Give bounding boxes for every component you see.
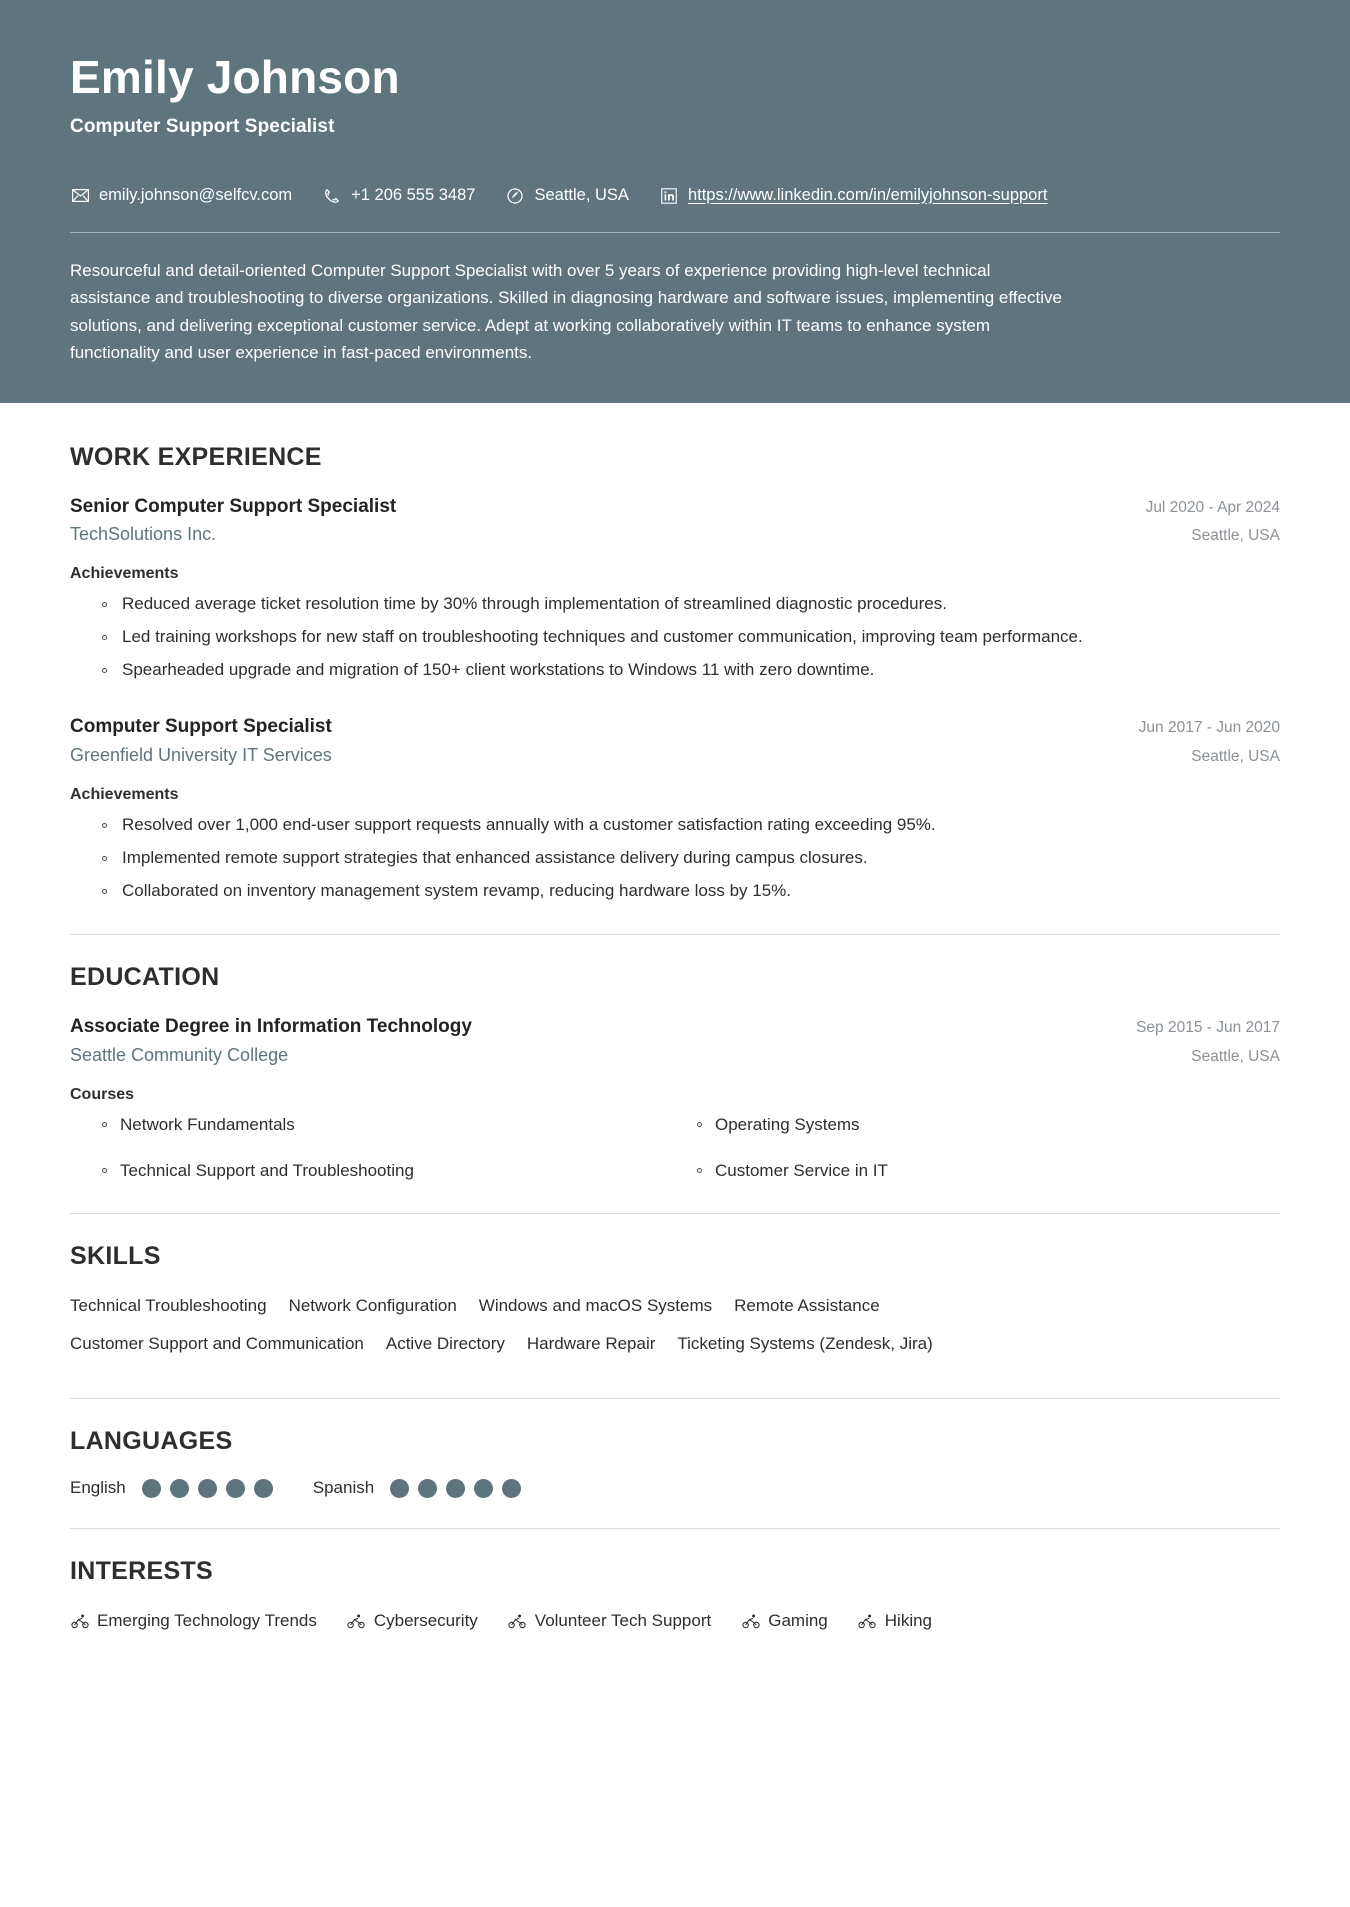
education-date: Sep 2015 - Jun 2017 — [1136, 1019, 1280, 1037]
education-entry-head — [70, 1014, 1280, 1040]
work-entry-date: Jun 2017 - Jun 2020 — [1138, 719, 1280, 737]
job-title: Computer Support Specialist — [70, 115, 335, 137]
section-title-interests: INTERESTS — [70, 1557, 213, 1586]
bicycle-icon — [347, 1612, 367, 1630]
level-dot — [226, 1479, 245, 1498]
achievements-list — [70, 812, 1280, 905]
bicycle-icon — [858, 1612, 878, 1630]
interest-label: Volunteer Tech Support — [534, 1611, 712, 1631]
interest-item — [70, 1608, 317, 1634]
list-item: Network Fundamentals — [120, 1112, 685, 1138]
envelope-icon — [70, 186, 90, 206]
skill-tag: Active Directory — [385, 1333, 505, 1353]
work-entry-location: Seattle, USA — [1191, 527, 1280, 545]
list-item: Technical Support and Troubleshooting — [120, 1158, 685, 1184]
interest-item — [347, 1608, 478, 1634]
contact-linkedin[interactable] — [659, 186, 1048, 206]
resume-header — [0, 0, 1350, 403]
bicycle-icon — [70, 1612, 90, 1630]
contact-email[interactable] — [70, 186, 292, 206]
level-dot — [418, 1479, 437, 1498]
contact-location — [505, 186, 628, 206]
work-entry-organization: TechSolutions Inc. — [70, 524, 217, 545]
work-entry-sub — [70, 743, 1280, 768]
section-title-languages: LANGUAGES — [70, 1427, 233, 1456]
section-languages — [70, 1427, 1280, 1498]
list-item: Led training workshops for new staff on troubleshooting techniques and customer communication, improving team performance. — [120, 624, 1280, 651]
interest-label: Emerging Technology Trends — [97, 1611, 317, 1631]
level-dot — [390, 1479, 409, 1498]
header-divider — [70, 232, 1280, 233]
education-entry — [70, 1014, 1280, 1183]
courses-label: Courses — [70, 1086, 135, 1104]
list-item: Implemented remote support strategies that enhanced assistance delivery during campus closures. — [120, 845, 1280, 872]
work-entry-role: Computer Support Specialist — [70, 716, 332, 738]
section-title-work-experience: WORK EXPERIENCE — [70, 442, 322, 471]
achievements-label: Achievements — [70, 785, 179, 803]
contact-row — [70, 186, 1280, 206]
contact-phone[interactable] — [322, 186, 475, 206]
education-school: Seattle Community College — [70, 1045, 289, 1066]
interest-item — [858, 1608, 932, 1634]
list-item: Customer Service in IT — [715, 1158, 1280, 1184]
achievements-label: Achievements — [70, 565, 179, 583]
interest-label: Hiking — [884, 1611, 933, 1631]
skill-tag: Ticketing Systems (Zendesk, Jira) — [677, 1333, 933, 1353]
language-level-dots — [390, 1479, 521, 1498]
section-title-education: EDUCATION — [70, 963, 220, 992]
section-title-skills: SKILLS — [70, 1242, 161, 1271]
interest-label: Gaming — [768, 1611, 828, 1631]
language-item — [313, 1478, 521, 1498]
contact-phone-label: +1 206 555 3487 — [351, 185, 476, 204]
level-dot — [142, 1479, 161, 1498]
phone-icon — [322, 186, 342, 206]
work-entry-date: Jul 2020 - Apr 2024 — [1145, 498, 1280, 516]
section-divider — [70, 934, 1280, 935]
interest-item — [508, 1608, 711, 1634]
level-dot — [446, 1479, 465, 1498]
work-entry-head — [70, 714, 1280, 740]
list-item: Operating Systems — [715, 1112, 1280, 1138]
work-entry — [70, 494, 1280, 684]
language-name: Spanish — [312, 1478, 375, 1498]
contact-linkedin-label[interactable]: https://www.linkedin.com/in/emilyjohnson-support — [687, 185, 1048, 204]
skill-tag: Remote Assistance — [734, 1296, 880, 1316]
professional-summary: Resourceful and detail-oriented Computer Support Specialist with over 5 years of experience providing high-level technical assistance and troubleshooting to diverse organizations. Skilled in diagnosing hardware and software issues, implementing effective solutions, and delivering exceptional customer service. Adept at working collaboratively within IT teams to enhance system functionality and user experience in fast-paced environments. — [70, 260, 1062, 363]
education-degree: Associate Degree in Information Technology — [70, 1016, 472, 1038]
language-level-dots — [142, 1479, 273, 1498]
contact-location-label: Seattle, USA — [534, 185, 629, 204]
resume-body — [0, 403, 1350, 1678]
work-entry-location: Seattle, USA — [1191, 747, 1280, 765]
work-entry-head — [70, 494, 1280, 520]
level-dot — [254, 1479, 273, 1498]
courses-list — [70, 1112, 1280, 1183]
level-dot — [502, 1479, 521, 1498]
language-name: English — [70, 1478, 126, 1498]
skill-tag: Technical Troubleshooting — [70, 1296, 267, 1316]
skill-tag: Windows and macOS Systems — [478, 1296, 713, 1316]
section-skills — [70, 1242, 1280, 1368]
bicycle-icon — [741, 1612, 761, 1630]
work-entry — [70, 714, 1280, 904]
interest-item — [741, 1608, 828, 1634]
level-dot — [198, 1479, 217, 1498]
work-entry-role: Senior Computer Support Specialist — [70, 495, 397, 517]
linkedin-icon — [659, 186, 679, 206]
interest-label: Cybersecurity — [373, 1611, 478, 1631]
contact-email-label: emily.johnson@selfcv.com — [99, 185, 293, 204]
section-education — [70, 963, 1280, 1183]
page-title: Emily Johnson — [70, 51, 400, 103]
list-item: Collaborated on inventory management system revamp, reducing hardware loss by 15%. — [120, 878, 1280, 905]
education-location: Seattle, USA — [1191, 1048, 1280, 1066]
location-pin-icon — [505, 186, 525, 206]
section-divider — [70, 1213, 1280, 1214]
section-interests — [70, 1557, 1280, 1634]
education-entry-sub — [70, 1043, 1280, 1068]
language-item — [70, 1478, 273, 1498]
skills-list — [70, 1293, 1030, 1368]
level-dot — [474, 1479, 493, 1498]
list-item: Spearheaded upgrade and migration of 150+ client workstations to Windows 11 with zero downtime. — [120, 657, 1280, 684]
section-divider — [70, 1398, 1280, 1399]
work-entry-sub — [70, 522, 1280, 547]
list-item: Reduced average ticket resolution time by 30% through implementation of streamlined diagnostic procedures. — [120, 591, 1280, 618]
bicycle-icon — [508, 1612, 528, 1630]
achievements-list — [70, 591, 1280, 684]
skill-tag: Customer Support and Communication — [70, 1333, 364, 1353]
skill-tag: Hardware Repair — [526, 1333, 656, 1353]
list-item: Resolved over 1,000 end-user support requests annually with a customer satisfaction rating exceeding 95%. — [120, 812, 1280, 839]
section-divider — [70, 1528, 1280, 1529]
interests-list — [70, 1608, 1280, 1634]
section-work-experience — [70, 443, 1280, 905]
skill-tag: Network Configuration — [288, 1296, 457, 1316]
level-dot — [170, 1479, 189, 1498]
work-entry-organization: Greenfield University IT Services — [70, 744, 332, 765]
languages-list — [70, 1478, 1280, 1498]
